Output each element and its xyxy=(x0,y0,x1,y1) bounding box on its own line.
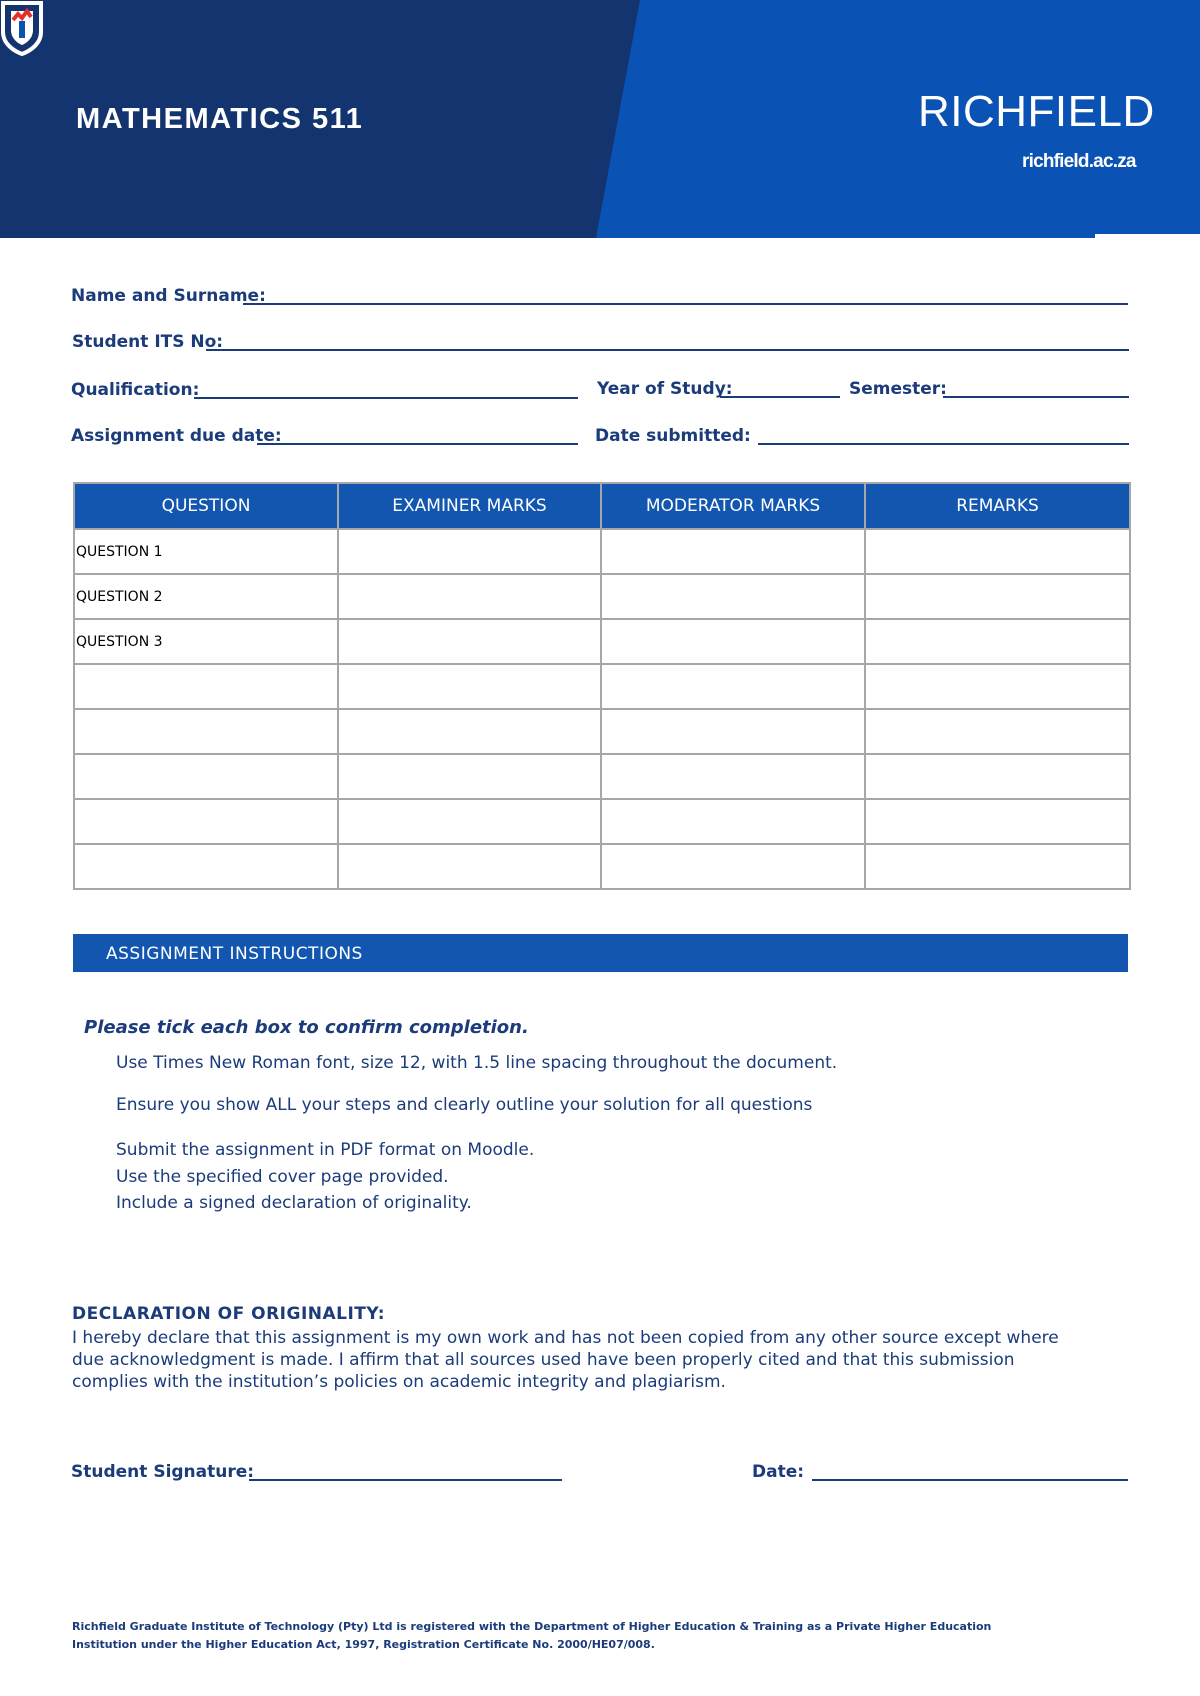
table-cell[interactable] xyxy=(601,799,865,844)
table-cell[interactable]: QUESTION 3 xyxy=(74,619,338,664)
student-no-field[interactable] xyxy=(206,349,1129,351)
table-cell[interactable]: QUESTION 2 xyxy=(74,574,338,619)
name-field[interactable] xyxy=(243,303,1128,305)
qualification-field[interactable] xyxy=(194,397,578,399)
declaration-heading: DECLARATION OF ORIGINALITY: xyxy=(72,1304,386,1324)
richfield-shield-logo-icon xyxy=(0,0,44,56)
semester-field[interactable] xyxy=(943,396,1129,398)
marks-table xyxy=(73,482,1131,890)
document-title: MATHEMATICS 511 xyxy=(76,103,364,135)
table-row xyxy=(74,619,1130,664)
table-cell[interactable] xyxy=(338,754,601,799)
table-cell[interactable] xyxy=(601,754,865,799)
instruction-item: Submit the assignment in PDF format on Moodle. xyxy=(116,1140,535,1160)
table-cell[interactable] xyxy=(601,619,865,664)
table-cell[interactable] xyxy=(74,844,338,889)
table-row xyxy=(74,529,1130,574)
table-cell[interactable] xyxy=(338,574,601,619)
instructions-section-title: ASSIGNMENT INSTRUCTIONS xyxy=(106,944,363,964)
column-header: MODERATOR MARKS xyxy=(601,483,865,529)
year-of-study-field[interactable] xyxy=(720,396,840,398)
table-cell[interactable] xyxy=(338,709,601,754)
table-cell[interactable] xyxy=(601,574,865,619)
table-cell[interactable] xyxy=(338,664,601,709)
table-cell[interactable] xyxy=(865,664,1130,709)
page-header xyxy=(0,0,1200,238)
instruction-item: Use Times New Roman font, size 12, with 1.5 line spacing throughout the document. xyxy=(116,1053,838,1073)
table-cell[interactable] xyxy=(74,664,338,709)
table-cell[interactable] xyxy=(865,529,1130,574)
table-row xyxy=(74,754,1130,799)
table-row xyxy=(74,574,1130,619)
table-cell[interactable] xyxy=(865,574,1130,619)
date-submitted-label: Date submitted: xyxy=(595,426,751,446)
table-cell[interactable] xyxy=(601,529,865,574)
signature-field[interactable] xyxy=(249,1479,562,1481)
qualification-label: Qualification: xyxy=(71,380,200,400)
table-cell[interactable] xyxy=(865,754,1130,799)
instructions-section-bar xyxy=(73,934,1128,972)
date-submitted-field[interactable] xyxy=(758,443,1129,445)
table-cell[interactable] xyxy=(865,799,1130,844)
name-label: Name and Surname: xyxy=(71,286,266,306)
table-row xyxy=(74,664,1130,709)
table-cell[interactable] xyxy=(865,619,1130,664)
declaration-text: I hereby declare that this assignment is my own work and has not been copied from any other source except where due acknowledgment is made. I affirm that all sources used have been properly cited and that this submission complies with the institution’s policies on academic integrity and plagiarism. xyxy=(72,1328,1059,1392)
column-header: QUESTION xyxy=(74,483,338,529)
signature-date-field[interactable] xyxy=(812,1479,1128,1481)
column-header: REMARKS xyxy=(865,483,1130,529)
table-cell[interactable] xyxy=(74,754,338,799)
semester-label: Semester: xyxy=(849,379,947,399)
table-cell[interactable] xyxy=(865,709,1130,754)
table-cell[interactable] xyxy=(338,529,601,574)
table-cell[interactable] xyxy=(338,619,601,664)
due-date-label: Assignment due date: xyxy=(71,426,282,446)
table-cell[interactable] xyxy=(74,709,338,754)
signature-date-label: Date: xyxy=(752,1462,805,1482)
table-cell[interactable] xyxy=(601,709,865,754)
table-cell[interactable] xyxy=(865,844,1130,889)
student-no-label: Student ITS No: xyxy=(72,332,224,352)
registration-footer: Richfield Graduate Institute of Technology (Pty) Ltd is registered with the Department of Higher Education & Training as a Private Higher Education Institution under the Higher Education Act, 1997, Registration Certificate No. 2000/HE07/008. xyxy=(72,1620,992,1651)
year-of-study-label: Year of Study: xyxy=(597,379,733,399)
tick-instruction-heading: Please tick each box to confirm completion. xyxy=(84,1017,529,1038)
table-row xyxy=(74,709,1130,754)
table-cell[interactable] xyxy=(601,844,865,889)
table-cell[interactable] xyxy=(338,799,601,844)
table-cell[interactable] xyxy=(74,799,338,844)
instruction-item: Include a signed declaration of originality. xyxy=(116,1193,472,1213)
table-header-row xyxy=(74,483,1130,529)
brand-url: richfield.ac.za xyxy=(1022,151,1136,172)
column-header: EXAMINER MARKS xyxy=(338,483,601,529)
due-date-field[interactable] xyxy=(257,443,578,445)
instruction-item: Use the specified cover page provided. xyxy=(116,1167,449,1187)
table-cell[interactable] xyxy=(338,844,601,889)
table-row xyxy=(74,799,1130,844)
table-cell[interactable]: QUESTION 1 xyxy=(74,529,338,574)
brand-name: RICHFIELD xyxy=(918,87,1155,136)
instruction-item: Ensure you show ALL your steps and clearly outline your solution for all questions xyxy=(116,1095,813,1115)
signature-label: Student Signature: xyxy=(71,1462,255,1482)
table-cell[interactable] xyxy=(601,664,865,709)
table-row xyxy=(74,844,1130,889)
